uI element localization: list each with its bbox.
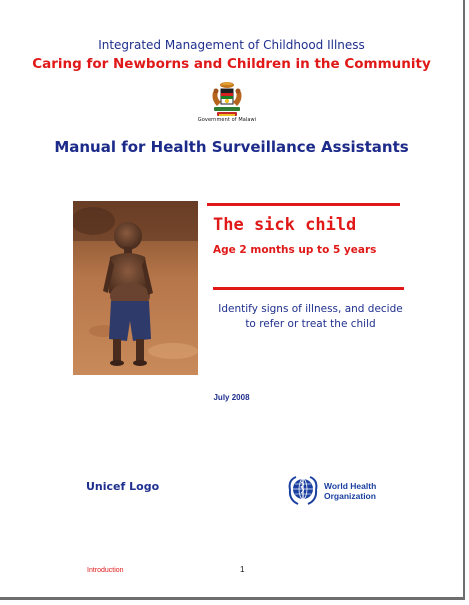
footer-section-label: Introduction: [87, 567, 124, 574]
unicef-logo-placeholder: Unicef Logo: [86, 480, 160, 493]
malawi-coat-of-arms-icon: [210, 80, 244, 120]
who-line2: Organization: [324, 491, 376, 501]
age-range: Age 2 months up to 5 years: [213, 244, 377, 256]
who-emblem-icon: [286, 474, 320, 506]
section-title: The sick child: [213, 215, 357, 235]
program-title: Integrated Management of Childhood Illness: [98, 38, 365, 52]
red-rule-top: [207, 203, 400, 206]
who-name: [324, 481, 376, 501]
manual-title: Manual for Health Surveillance Assistants: [54, 138, 409, 156]
publication-date: July 2008: [213, 393, 250, 402]
sick-child-photo: [73, 201, 198, 375]
who-line1: World Health: [324, 481, 377, 491]
identify-text: Identify signs of illness, and decide to refer or treat the child: [218, 303, 403, 330]
government-label: Government of Malawi: [197, 117, 257, 123]
page-number: 1: [240, 565, 245, 574]
red-rule-bottom: [213, 287, 404, 290]
document-subtitle: Caring for Newborns and Children in the Community: [32, 56, 431, 72]
